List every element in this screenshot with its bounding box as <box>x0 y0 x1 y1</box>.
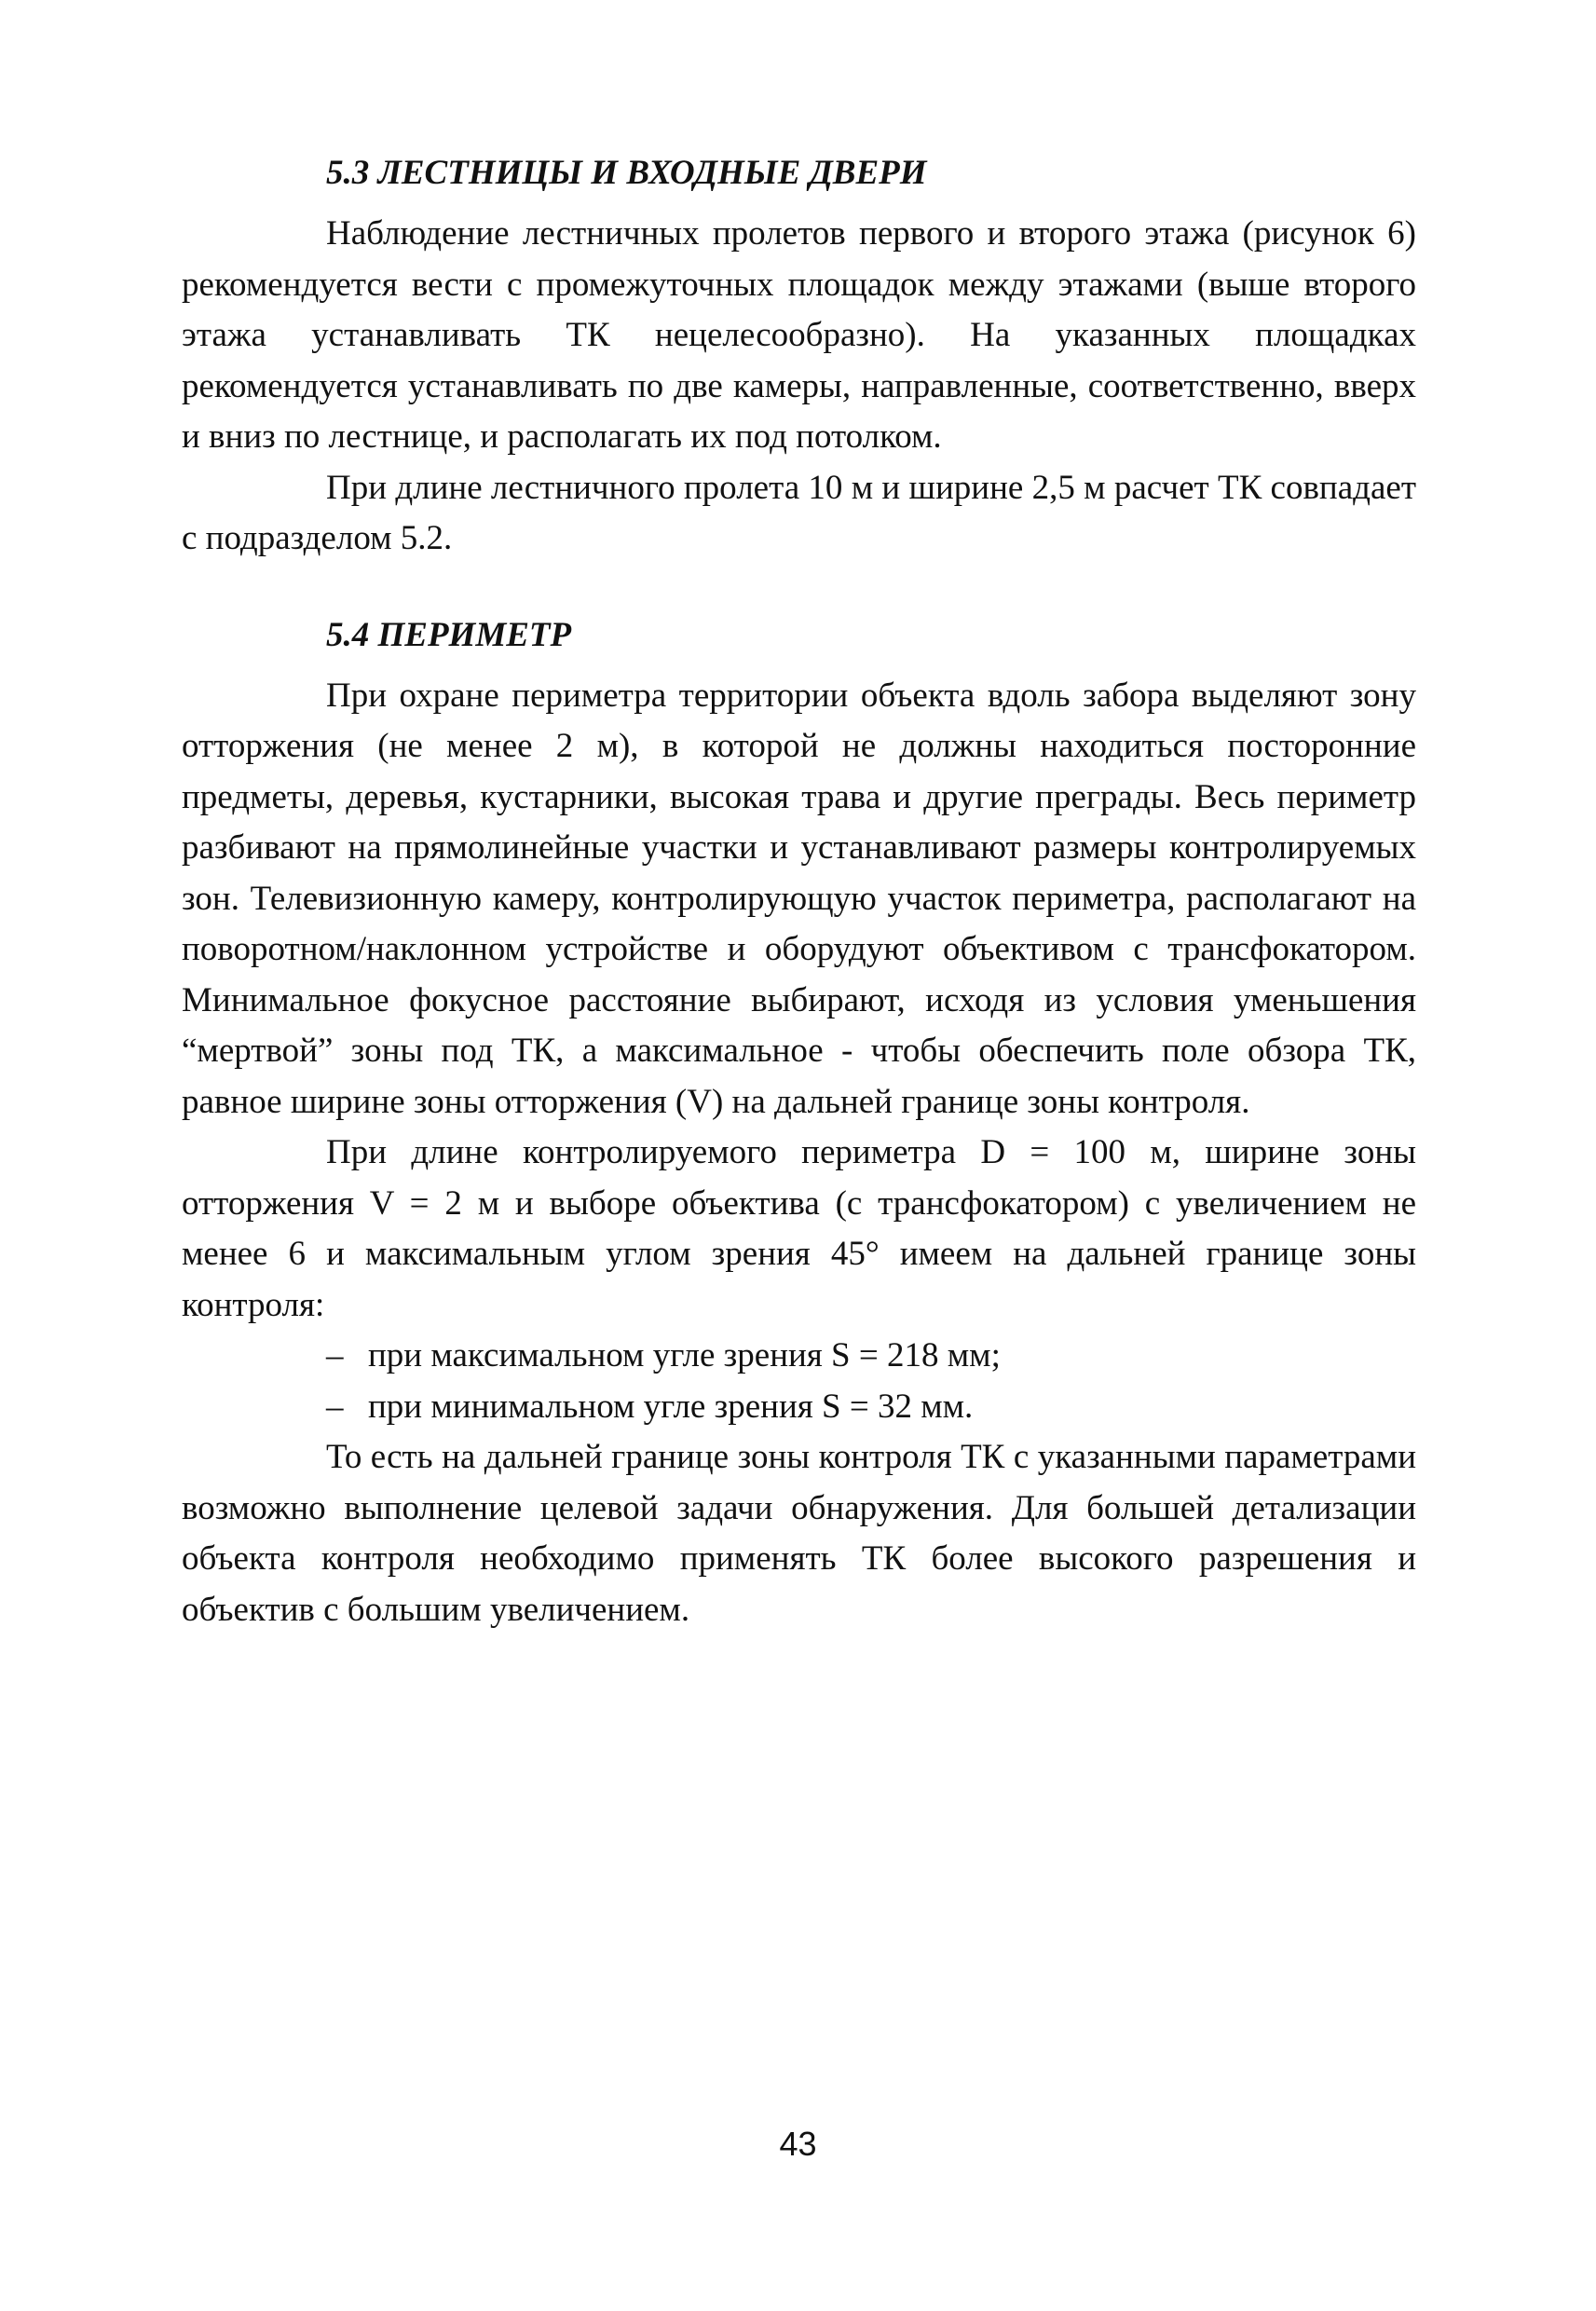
page-content <box>182 149 1416 1635</box>
list-dash: – <box>326 1387 344 1426</box>
paragraph-stairs-observation: Наблюдение лестничных пролетов первого и второго этажа (рисунок 6) рекомендуется вести с промежуточных площадок между этажами (выше второго этажа устанавливать ТК нецелесообразно). На указанных площадках рекомендуется устанавливать по две камеры, направленные, соответственно, вверх и вниз по лестнице, и располагать их под потолком. <box>182 214 1416 456</box>
list-item <box>182 1331 1416 1382</box>
list-item-text: при максимальном угле зрения S = 218 мм; <box>368 1336 1001 1374</box>
view-angle-list <box>182 1331 1416 1432</box>
list-item-text: при минимальном угле зрения S = 32 мм. <box>368 1387 974 1426</box>
list-dash: – <box>326 1336 344 1374</box>
paragraph-perimeter-protection: При охране периметра территории объекта вдоль забора выделяют зону отторжения (не менее 2 м), в которой не должны находиться посторонние предметы, деревья, кустарники, высокая трава и другие преграды. Весь периметр разбивают на прямолинейные участки и устанавливают размеры контролируемых зон. Телевизионную камеру, контролирующую участок периметра, располагают на поворотном/наклонном устройстве и оборудуют объективом с трансфокатором. Минимальное фокусное расстояние выбирают, исходя из условия уменьшения “мертвой” зоны под ТК, а максимальное - чтобы обеспечить поле обзора ТК, равное ширине зоны отторжения (V) на дальней границе зоны контроля. <box>182 676 1416 1121</box>
page-number: 43 <box>779 2125 817 2163</box>
paragraph-stairs-calculation: При длине лестничного пролета 10 м и ширине 2,5 м расчет ТК совпадает с подразделом 5.2. <box>182 468 1416 557</box>
section-heading-stairs: 5.3 ЛЕСТНИЦЫ И ВХОДНЫЕ ДВЕРИ <box>326 154 927 192</box>
section-heading-perimeter: 5.4 ПЕРИМЕТР <box>326 615 572 654</box>
paragraph-perimeter-conclusion: То есть на дальней границе зоны контроля ТК с указанными параметрами возможно выполнение целевой задачи обнаружения. Для большей детализации объекта контроля необходимо применять ТК более высокого разрешения и объектив с большим увеличением. <box>182 1438 1416 1629</box>
paragraph-perimeter-parameters: При длине контролируемого периметра D = 100 м, ширине зоны отторжения V = 2 м и выборе объектива (с трансфокатором) с увеличением не менее 6 и максимальным углом зрения 45° имеем на дальней границе зоны контроля: <box>182 1133 1416 1324</box>
list-item <box>182 1382 1416 1433</box>
